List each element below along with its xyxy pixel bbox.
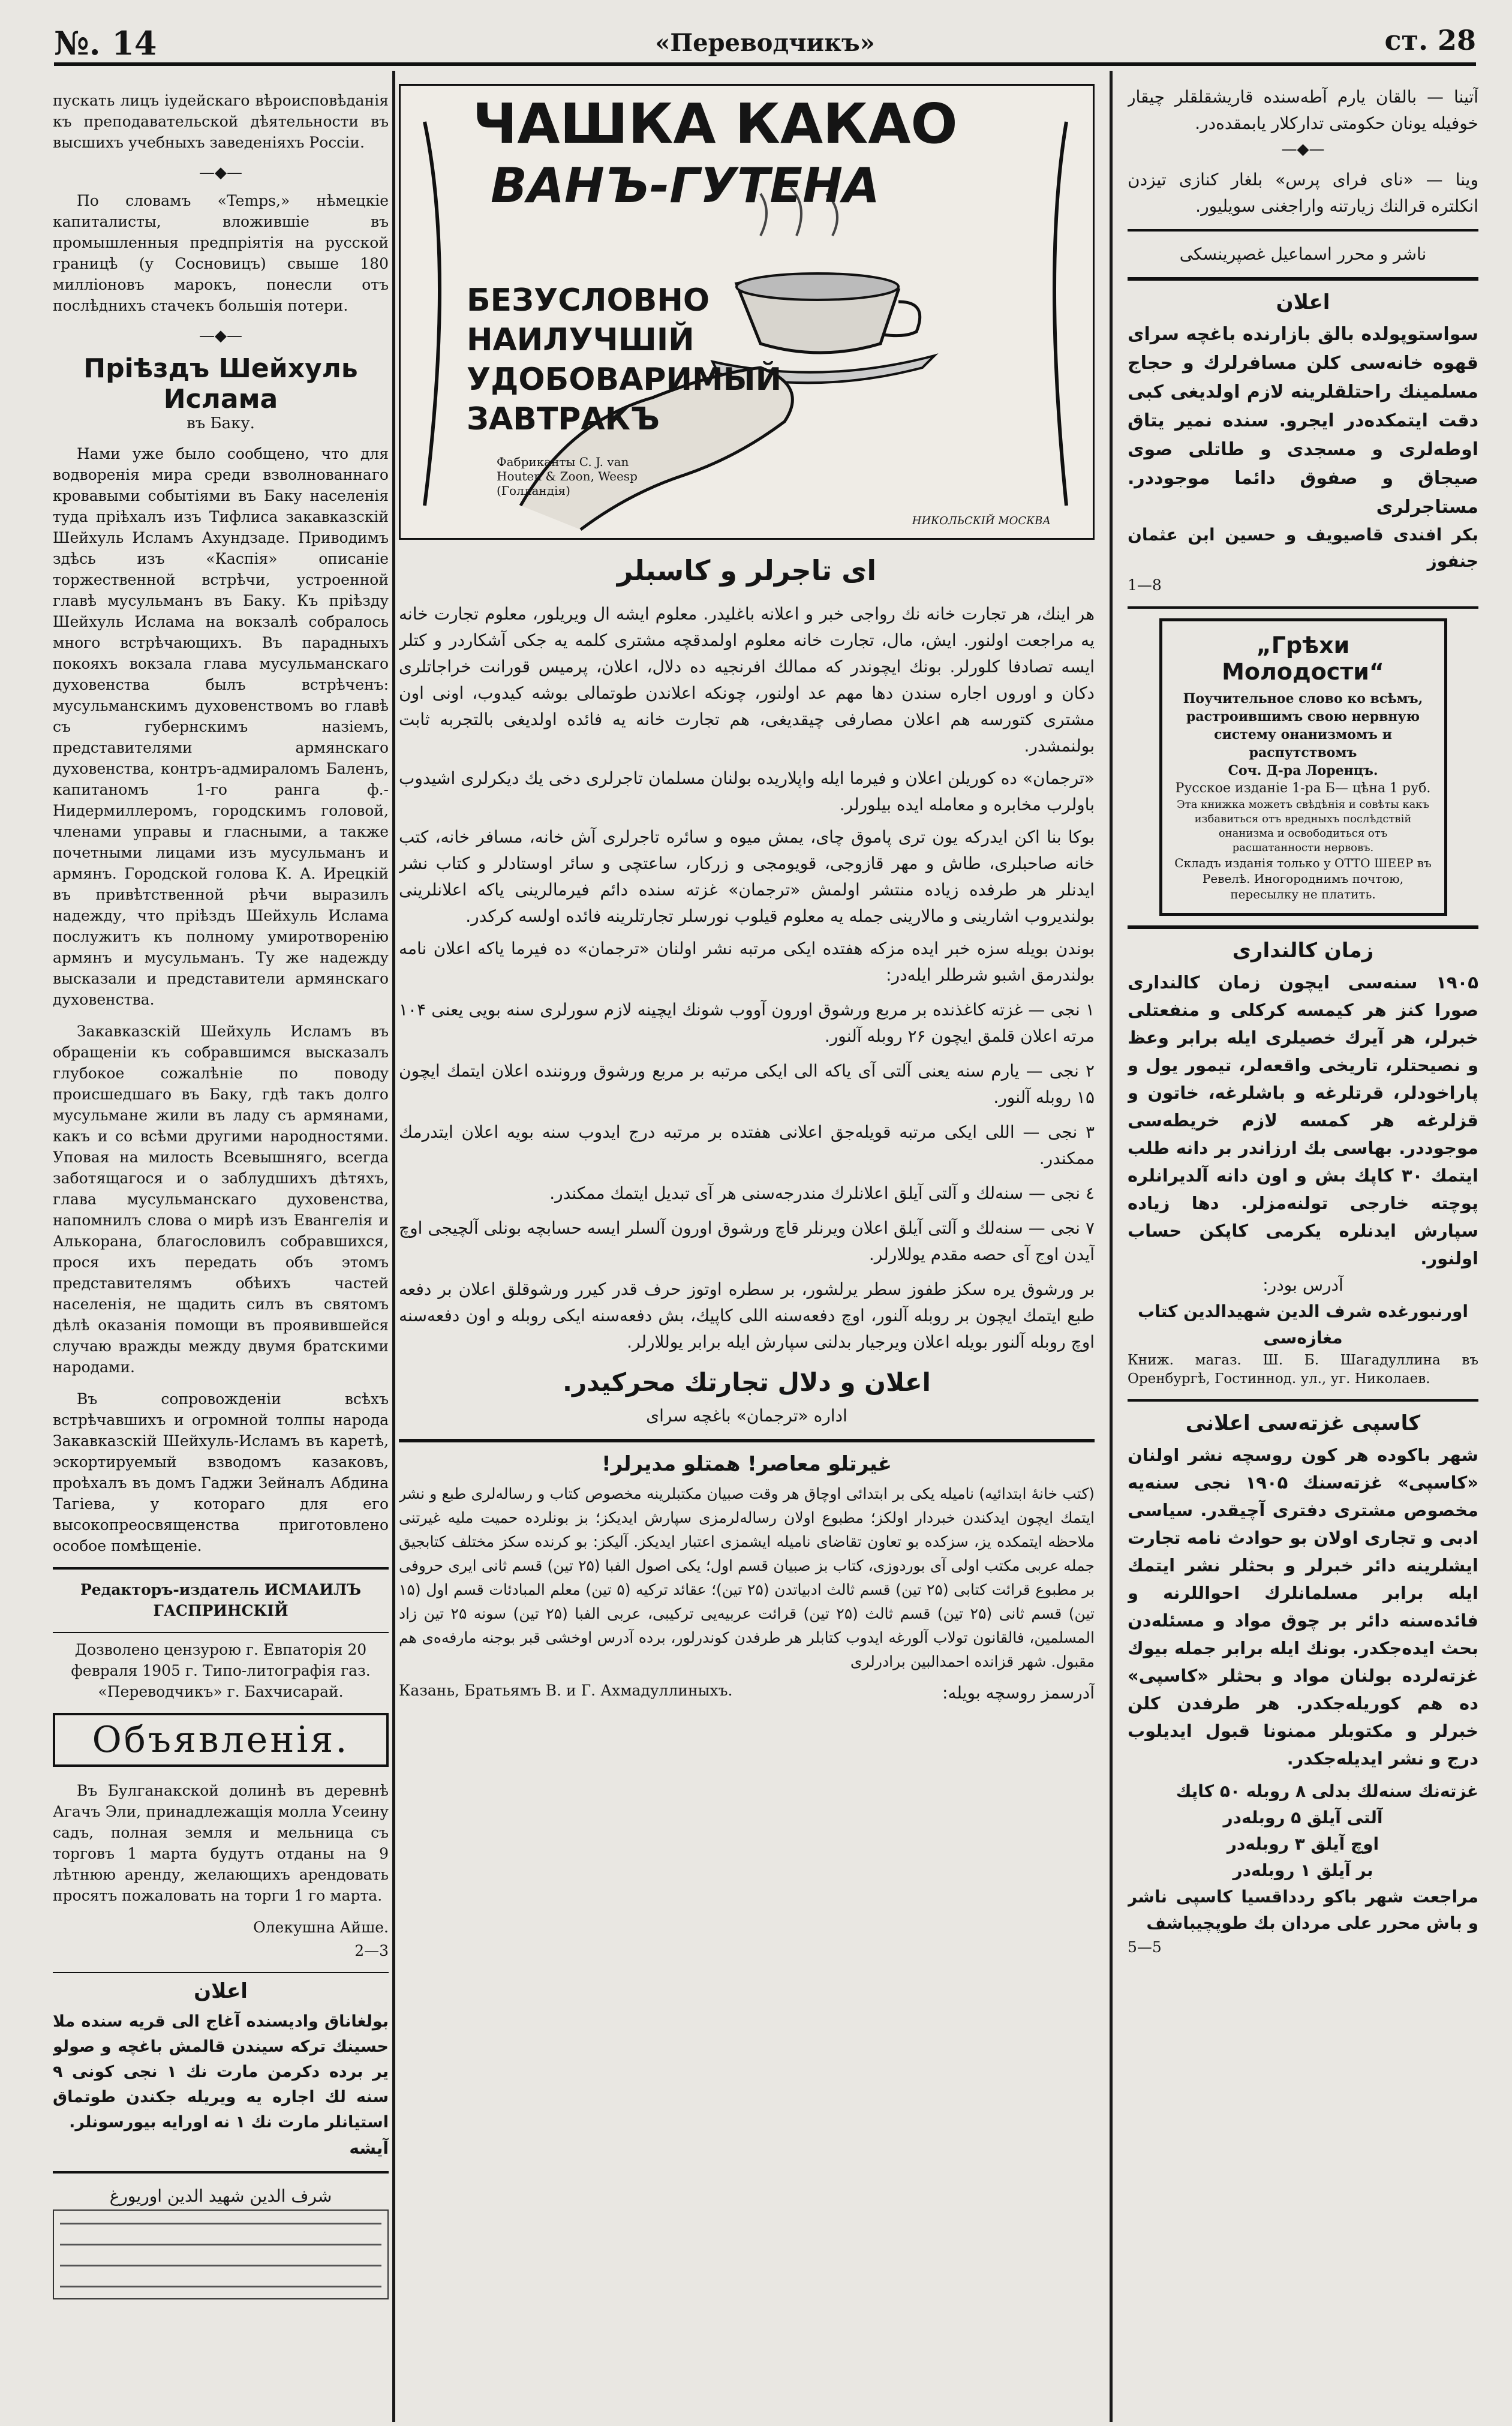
middle-column — [399, 84, 1095, 2411]
divider — [53, 1632, 389, 1633]
condition-item: ۱ نجی — غزته کاغذنده بر مربع ورشوق اورون آووب شونك ایچینه لازم سورلری سنه بویی یعنی ۱۰۴ مرته اعلان قلمق ایچون ۲۶ روبله آلنور. — [399, 1000, 1095, 1046]
bottom-ad-title: شرف الدين شهيد الدين اوريورغ — [109, 2186, 332, 2206]
censor-note: Дозволено цензурою г. Евпаторія 20 февраля 1905 г. Типо-литографія газ. «Переводчикъ» г. Бахчисарай. — [71, 1641, 371, 1700]
ilan-title: اعلان — [194, 1979, 248, 2003]
article-subtitle: въ Баку. — [187, 414, 255, 432]
ilan-number: 1—8 — [1128, 576, 1162, 594]
caspi-number: 5—5 — [1128, 1938, 1162, 1956]
column-rule-right — [1110, 71, 1113, 2422]
caspi-price: بر آیلق ۱ روبله‌در — [1233, 1860, 1373, 1880]
divider — [1128, 1399, 1478, 1402]
left-column — [53, 90, 389, 2405]
ilan-title: اعلان — [1276, 290, 1330, 314]
article-paragraph: Въ сопровожденіи всѣхъ встрѣчавшихъ и огромной толпы народа Закавказскій Шейхуль-Исламъ въ каретѣ, эскортируемый взводомъ казаковъ, проѣхалъ въ домъ Гаджи Зейналъ Абдина Тагіева, у котораго для его высокопреосвященства приготовлено особое помѣщеніе. — [53, 1390, 389, 1555]
divider — [1128, 606, 1478, 609]
caspi-contact: مراجعت شهر باکو ردداقسیا کاسپی ناشر و باش محرر علی مردان بك طوپچیباشف — [1128, 1887, 1478, 1933]
book-order: Складъ изданія только у ОТТО ШЕЕР въ Ревелѣ. Иногороднимъ почтою, пересылку не платить. — [1174, 856, 1432, 901]
merchants-paragraph: بوندن بویله سزه خبر ایده مزکه هفتده ایکی مرتبه نشر اولنان «ترجمان» ده فیرما یاکه اعلان نامه بولندرمق اشبو شرطلر ایله‌در: — [399, 939, 1095, 985]
divider — [53, 1972, 389, 1973]
merchants-paragraph: «ترجمان» ده کوریلن اعلان و فیرما ایله واپلاریده بولنان مسلمان تاجرلری دخی یك دیکرلری اشیدوب باولرب مخابره و معامله ایده بیلورلر. — [399, 768, 1095, 814]
book-price: Русское изданіе 1-ра Б— цѣна 1 руб. — [1175, 781, 1431, 796]
ornament-divider: —◆— — [199, 164, 242, 182]
continuation-text: пускать лицъ іудейскаго вѣроисповѣданія къ преподавательской дѣятельности въ высшихъ учебныхъ заведеніяхъ Россіи. — [53, 92, 389, 151]
ornament-divider: —◆— — [1281, 140, 1325, 158]
merchants-paragraph: بر ورشوق یره سکز طفوز سطر یرلشور، بر سطره اوتوز حرف قدر کیرر ورشوقلق اعلان بر دفعه طبع ایتمك ایچون بر روبله آلنور، اوچ دفعه‌سنه اللی کاپیك، بش دفعه‌سنه ایکی روبله و اون دفعه‌سنه اوچ روبله آلنور بویله اعلان ویرجیار بدلنی سپارش ایله برابر یوللارلر. — [399, 1279, 1095, 1352]
printed-ad-lines — [53, 2209, 389, 2299]
publishers-address-ar: آدرسمز روسچه بویله: — [942, 1683, 1095, 1703]
address-ar: اورنبورغده شرف الدین شهیدالدین کتاب مغازه‌سی — [1137, 1301, 1469, 1348]
divider — [399, 1439, 1095, 1442]
ad-text: Въ Булганакской долинѣ въ деревнѣ Агачъ Эли, принадлежащія молла Усеину садъ, полная земля и мельница съ торговъ 1 марта будутъ отданы на 9 лѣтнюю аренду, желающихъ арендовать просятъ пожаловать на торги 1 го марта. — [53, 1782, 389, 1904]
ad-signature: Олекушна Айше. — [253, 1919, 389, 1936]
article-paragraph: Закавказскій Шейхуль Исламъ въ обращеніи къ собравшимся высказалъ глубокое сожалѣніе по поводу происшедшаго въ Баку, гдѣ такъ долго мусульмане жили въ ладу съ армянами, какъ и со всѣми другими народностями. Уповая на милость Всевышняго, всегда заботящагося и о заблудшихъ дѣтяхъ, глава мусульманскаго духовенства, напомнилъ слова о мирѣ изъ Евангелія и Алькорана, благословилъ собравшихся, прося ихъ передать объ этомъ представителямъ обѣихъ частей населенія, не щадить силъ въ святомъ дѣлѣ оказанія помощи въ проявившейся случаю вражды между двумя братскими народами. — [53, 1023, 389, 1376]
cocoa-title: ЧАШКА КАКАО — [473, 92, 958, 156]
page-header — [54, 24, 1476, 66]
book-title: „Грѣхи Молодости“ — [1222, 632, 1384, 685]
paper-title: «Переводчикъ» — [655, 29, 875, 57]
article-title: Пріѣздъ Шейхуль Ислама — [83, 353, 358, 414]
news-vienna: وینا — «نای فرای پرس» بلغار کنازی تیزدن انکلتره قرالنك زیارتنه واراجغنی سویلیور. — [1128, 170, 1478, 216]
divider — [53, 2171, 389, 2174]
caspi-price-title: غزته‌نك سنه‌لك بدلی ۸ روبله ۵۰ کاپك — [1176, 1781, 1478, 1801]
ornament-divider: —◆— — [199, 327, 242, 345]
divider — [1128, 277, 1478, 281]
calendar-title: زمان کالنداری — [1232, 939, 1374, 963]
right-column — [1128, 84, 1478, 2411]
cocoa-maker: Фабриканты C. J. van Houten & Zoon, Weesp (Голландія) — [497, 455, 638, 498]
caspi-price: اوچ آیلق ۳ روبله‌در — [1227, 1834, 1379, 1854]
caspi-title: کاسپی غزته‌سی اعلانی — [1185, 1411, 1421, 1435]
publishers-title: غیرتلو معاصر! همتلو مدیرلر! — [602, 1452, 892, 1476]
merchants-title: ای تاجرلر و کاسبلر — [617, 554, 877, 587]
cocoa-slogan-line: ЗАВТРАКЪ — [467, 401, 660, 437]
divider — [1128, 925, 1478, 929]
condition-item: ۷ نجی — سنه‌لك و آلتی آیلق اعلان ویرنلر قاچ ورشوق اورون آلسلر ایسه حسابچه بونلی آلچیجی اوچ آیدن اوج آی حصه مقدم یوللارلر. — [399, 1218, 1095, 1264]
cocoa-advertisement — [399, 84, 1095, 540]
address-ru: Книж. магаз. Ш. Б. Шагадуллина въ Оренбургѣ, Гостиннод. ул., уг. Николаев. — [1128, 1352, 1478, 1387]
book-subtitle: Поучительное слово ко всѣмъ, растроившимъ свою нервную систему онанизмомъ и распутствомъ — [1183, 691, 1423, 760]
condition-item: ۲ نجی — یارم سنه یعنی آلتی آی یاکه الی ایکی مرتبه بر مربع ورشوق وروننده اعلان ایتمك ایچون ۱۵ روبله آلنور. — [399, 1061, 1095, 1107]
ad-number: 2—3 — [354, 1942, 389, 1959]
temps-news: По словамъ «Temps,» нѣмецкіе капиталисты, вложившіе въ промышленныя предпріятія на русской границѣ (у Сосновицъ) свыше 180 милліоновъ марокъ, понесли отъ послѣднихъ стачекъ большія потери. — [53, 192, 389, 314]
page-number: ст. 28 — [1384, 24, 1476, 56]
merchants-admin: اداره «ترجمان» باغچه سرای — [646, 1406, 847, 1426]
address-label: آدرس بودر: — [1262, 1275, 1343, 1295]
book-description: Эта книжка можетъ свѣдѣнія и совѣты какъ избавиться отъ вредныхъ послѣдствій онанизма и освободиться отъ расшатанности нервовъ. — [1176, 798, 1430, 854]
publishers-text: (کتب خانهٔ ابتدائیه) نامیله یکی بر ابتدائی اوچاق هر وقت صبیان مکتبلرینه مخصوص کتاب و رساله‌لری طبع و نشر ایتمك ایچون ایدکندن خبردار اولکز؛ مطبوع اولان رساله‌لرمزی سپارش ایدیکز؛ بز بونلرده حمیت ملیه غیرتنی ملاحظه ایتمکده یز، سزکده بو تعاون تقاضای نامیله ایشمزی اعتبار ایدیکز. آلیکز: بو کرنده سکز مختلف کتابجیق جمله عربی مکتب اولی آی بوردوزی، کتاب بز صبیان قسم اول؛ یکی اصول الفبا (۲۵ تین) قسم ثانی ایری حروفی بر مطبوع قرائت کتابی (۲۵ تین) قسم ثالث ادبیاتدن (۲۵ تین)؛ عقائد ترکیه (۵ تین) معلم المبادئات قسم اول (۱۵ تین) قسم ثانی (۲۵ تین) قسم ثالث (۲۵ تین) قرائت عربیه‌یی ترکیبی، عربی الفبا (۲۵ تین) سونه ۲۵ تین زاد المسلمین، فالقانون تولاب آلورغه ایدوب کتابلر هر طرفدن کوندرلور، برده آدرس اوخشی قبر بوجنه مارفه‌ه‌ی هم مقبول. شهر قزانده احمدالبین برادرلری — [399, 1485, 1095, 1670]
cocoa-slogan-line: УДОБОВАРИМЫЙ — [467, 362, 782, 398]
ilan-text: سواستوپولده بالق بازارنده باغچه سرای قهوه خانه‌سی کلن مسافرلرك و حجاج مسلمینك راحتلقلرینه لازم اولدیغی کبی دقت ایتمکده‌در ایجرو. سنده نمیر یتاق اوطه‌لری و مسجدی و طاتلی صوی صیجاق و صفوق دائما موجوددر. مستاجرلری — [1128, 324, 1478, 518]
cocoa-slogan — [467, 281, 781, 439]
publishers-address — [399, 1680, 1095, 1712]
cocoa-slogan-line: БЕЗУСЛОВНО — [467, 282, 710, 318]
caspi-text: شهر باکوده هر کون روسچه نشر اولنان «کاسپی» غزته‌سنك ۱۹۰۵ نجی سنه‌یه مخصوص مشتری دفتری آچیقدر. سیاسی ادبی و تجاری اولان بو حوادث نامه تجارت ایشلرینه دائر خبرلر و بحثلر نشر ایتمك ایله برابر مسلمانلرك احواللرنه و فائده‌سنه دائر بر چوق مواد و مسئله‌دن بحث ایده‌جکدر. بونك ایله برابر جمله بیوك غزته‌لرده بولنان مواد و بحثلر «کاسپی» ده هم کوریله‌جکدر. هر طرفدن کلن خبرلر و مکتوبلر ممنونا قبول ایدیلوب درج و نشر ایدیله‌جکدر. — [1128, 1445, 1478, 1769]
divider — [53, 1567, 389, 1570]
cocoa-slogan-line: НАИЛУЧШІЙ — [467, 322, 695, 358]
ads-title: Объявленія. — [53, 1713, 389, 1767]
merchants-paragraph: بوکا بنا اکن ایدرکه یون تری پاموق چای، یمش میوه و سائره تاجرلری آش خانه، مسافر خانه، کتب خانه صاحبلری، طاش و مهر قازوجی، قویومجی و زرکار، ساعتچی و سائر اوستادلر و کتاب نشر ایدنلر هر طرفده زیاده منتشر اولمش «ترجمان» غزته سنده دائم فیرمالرینی یاکه اعلانلرینی بولندیروب اشارینی و مالارینی جمله یه معلوم قیلوب نورسلر تجارتلرینه فائده اولسه کرکدر. — [399, 827, 1095, 926]
publishers-address-ru: Казань, Братьямъ В. и Г. Ахмадуллиныхъ. — [399, 1682, 733, 1699]
book-advertisement — [1159, 618, 1447, 916]
publisher-line: ناشر و محرر اسماعیل غصپرینسکی — [1179, 244, 1427, 264]
ilan-text: بولغاناق وادیسنده آغاج الی قریه سنده ملا حسینك ترکه سیندن قالمش باغچه و صولو یر برده دکرمن مارت نك ۱ نجی کونی ۹ سنه لك اجاره یه ویریله جکندن طوتماق استیانلر مارت نك ۱ نه اورایه بیورسونلر. — [53, 2012, 389, 2132]
condition-item: ٤ نجی — سنه‌لك و آلتی آیلق اعلانلرك مندرجه‌سنی هر آی تبدیل ایتمك ممکندر. — [549, 1183, 1095, 1203]
ilan-signature: آیشه — [349, 2138, 389, 2158]
column-rule-left — [392, 71, 395, 2422]
divider — [1128, 229, 1478, 232]
ilan-signature: بکر افندی قاصیویف و حسین ابن عثمان جنفوز — [1128, 525, 1478, 571]
condition-item: ۳ نجی — اللی ایکی مرتبه قویله‌جق اعلانی هفتده بر مرتبه درج ایدوب سنه بویه اعلان ایتدرمك ممکندر. — [399, 1122, 1095, 1168]
caspi-price: آلتی آیلق ۵ روبله‌در — [1223, 1808, 1383, 1827]
article-paragraph: Нами уже было сообщено, что для водворенія мира среди взволнованнаго кровавыми событіями въ Баку населенія туда пріѣхалъ изъ Тифлиса закавказскій Шейхуль Исламъ Ахундзаде. Приводимъ здѣсь изъ «Каспія» описаніе торжественной встрѣчи, устроенной главѣ мусульманъ въ Баку. Къ пріѣзду Шейхуль Ислама на вокзалѣ собралось много встрѣчающихъ. Въ парадныхъ покояхъ вокзала глава мусульманскаго духовенства былъ встрѣченъ: мусульманскимъ духовенствомъ во главѣ съ губернскимъ назіемъ, представителями армянскаго духовенства, контръ-адмираломъ Баленъ, капитаномъ 1-го ранга ф.-Нидермиллеромъ, городскимъ головой, членами управы и гласными, а также почетными лицами изъ мусульманъ и армянъ. Городской голова К. А. Ирецкій въ привѣтственной рѣчи выразилъ надежду, что пріѣздъ Шейхуль Ислама послужитъ къ полному умиротворенію армянъ и мусульманъ. Ту же надежду высказали и представители армянскаго духовенства. — [53, 445, 389, 1008]
merchants-slogan: اعلان و دلال تجارتك محرکیدر. — [563, 1367, 931, 1397]
cocoa-printer: НИКОЛЬСКІЙ МОСКВА — [912, 515, 1051, 527]
cocoa-brand: ВАНЪ-ГУТЕНА — [491, 158, 880, 214]
merchants-paragraph: هر اینك، هر تجارت خانه نك رواجی خبر و اعلانه باغلیدر. معلوم ایشه ال ویریلور، معلوم تجارت خانه یه مراجعت اولنور. ایش، مال، تجارت خانه معلوم اولمدقچه مشتری کلمه یه جکی آشکاردر و کتلر ایسه تصادفا کلورلر. بونك ایچوندر که ممالك افرنجیه ده دلال، اعلان، پرمیس قورانت خراجاتلری دکان و اوروں اجاره سندن دها مهم عد اولنور، چونکه اعلاندن طوتمالی بوشه کیدوب، اونی اون مشتری کتورسه هم اعلان مصارفی چیقدیغی، هم تجارت خانه یه فائده اولدیغی بالتجربه ثابت بولنمشدر. — [399, 604, 1095, 756]
calendar-text: ۱۹۰۵ سنه‌سی ایچون زمان کالنداری صورا کنز هر کیمسه کرکلی و منفعتلی خبرلر، هر آیرك خصیلری ایله برابر وعظ و نصیحتلر، تاریخی واقعه‌لر، تیمور یول و پاراخودلر، قرتلرغه و باشلرغه، خاتون و قزلرغه هر کمسه لازم خریطه‌سی موجوددر. بهاسی بك ارزاندر بر دانه طلب ایتمك ۳۰ کاپك بش و اون دانه آلدیرانلره پوچته خارجی تولنه‌مزلر. دها زیاده سپارش ایدنلره یکرمی کاپکن حساب اولنور. — [1128, 972, 1478, 1268]
issue-number: №. 14 — [54, 24, 157, 62]
news-athens: آتینا — بالقان یارم آطه‌سنده قاریشقلقلر چیقار خوفیله یونان حکومتی تدارکلار یابمقده‌در. — [1128, 87, 1478, 133]
book-author: Соч. Д-ра Лоренцъ. — [1228, 763, 1378, 778]
editor-line: Редакторъ-издатель ИСМАИЛЪ ГАСПРИНСКІЙ — [80, 1581, 362, 1619]
